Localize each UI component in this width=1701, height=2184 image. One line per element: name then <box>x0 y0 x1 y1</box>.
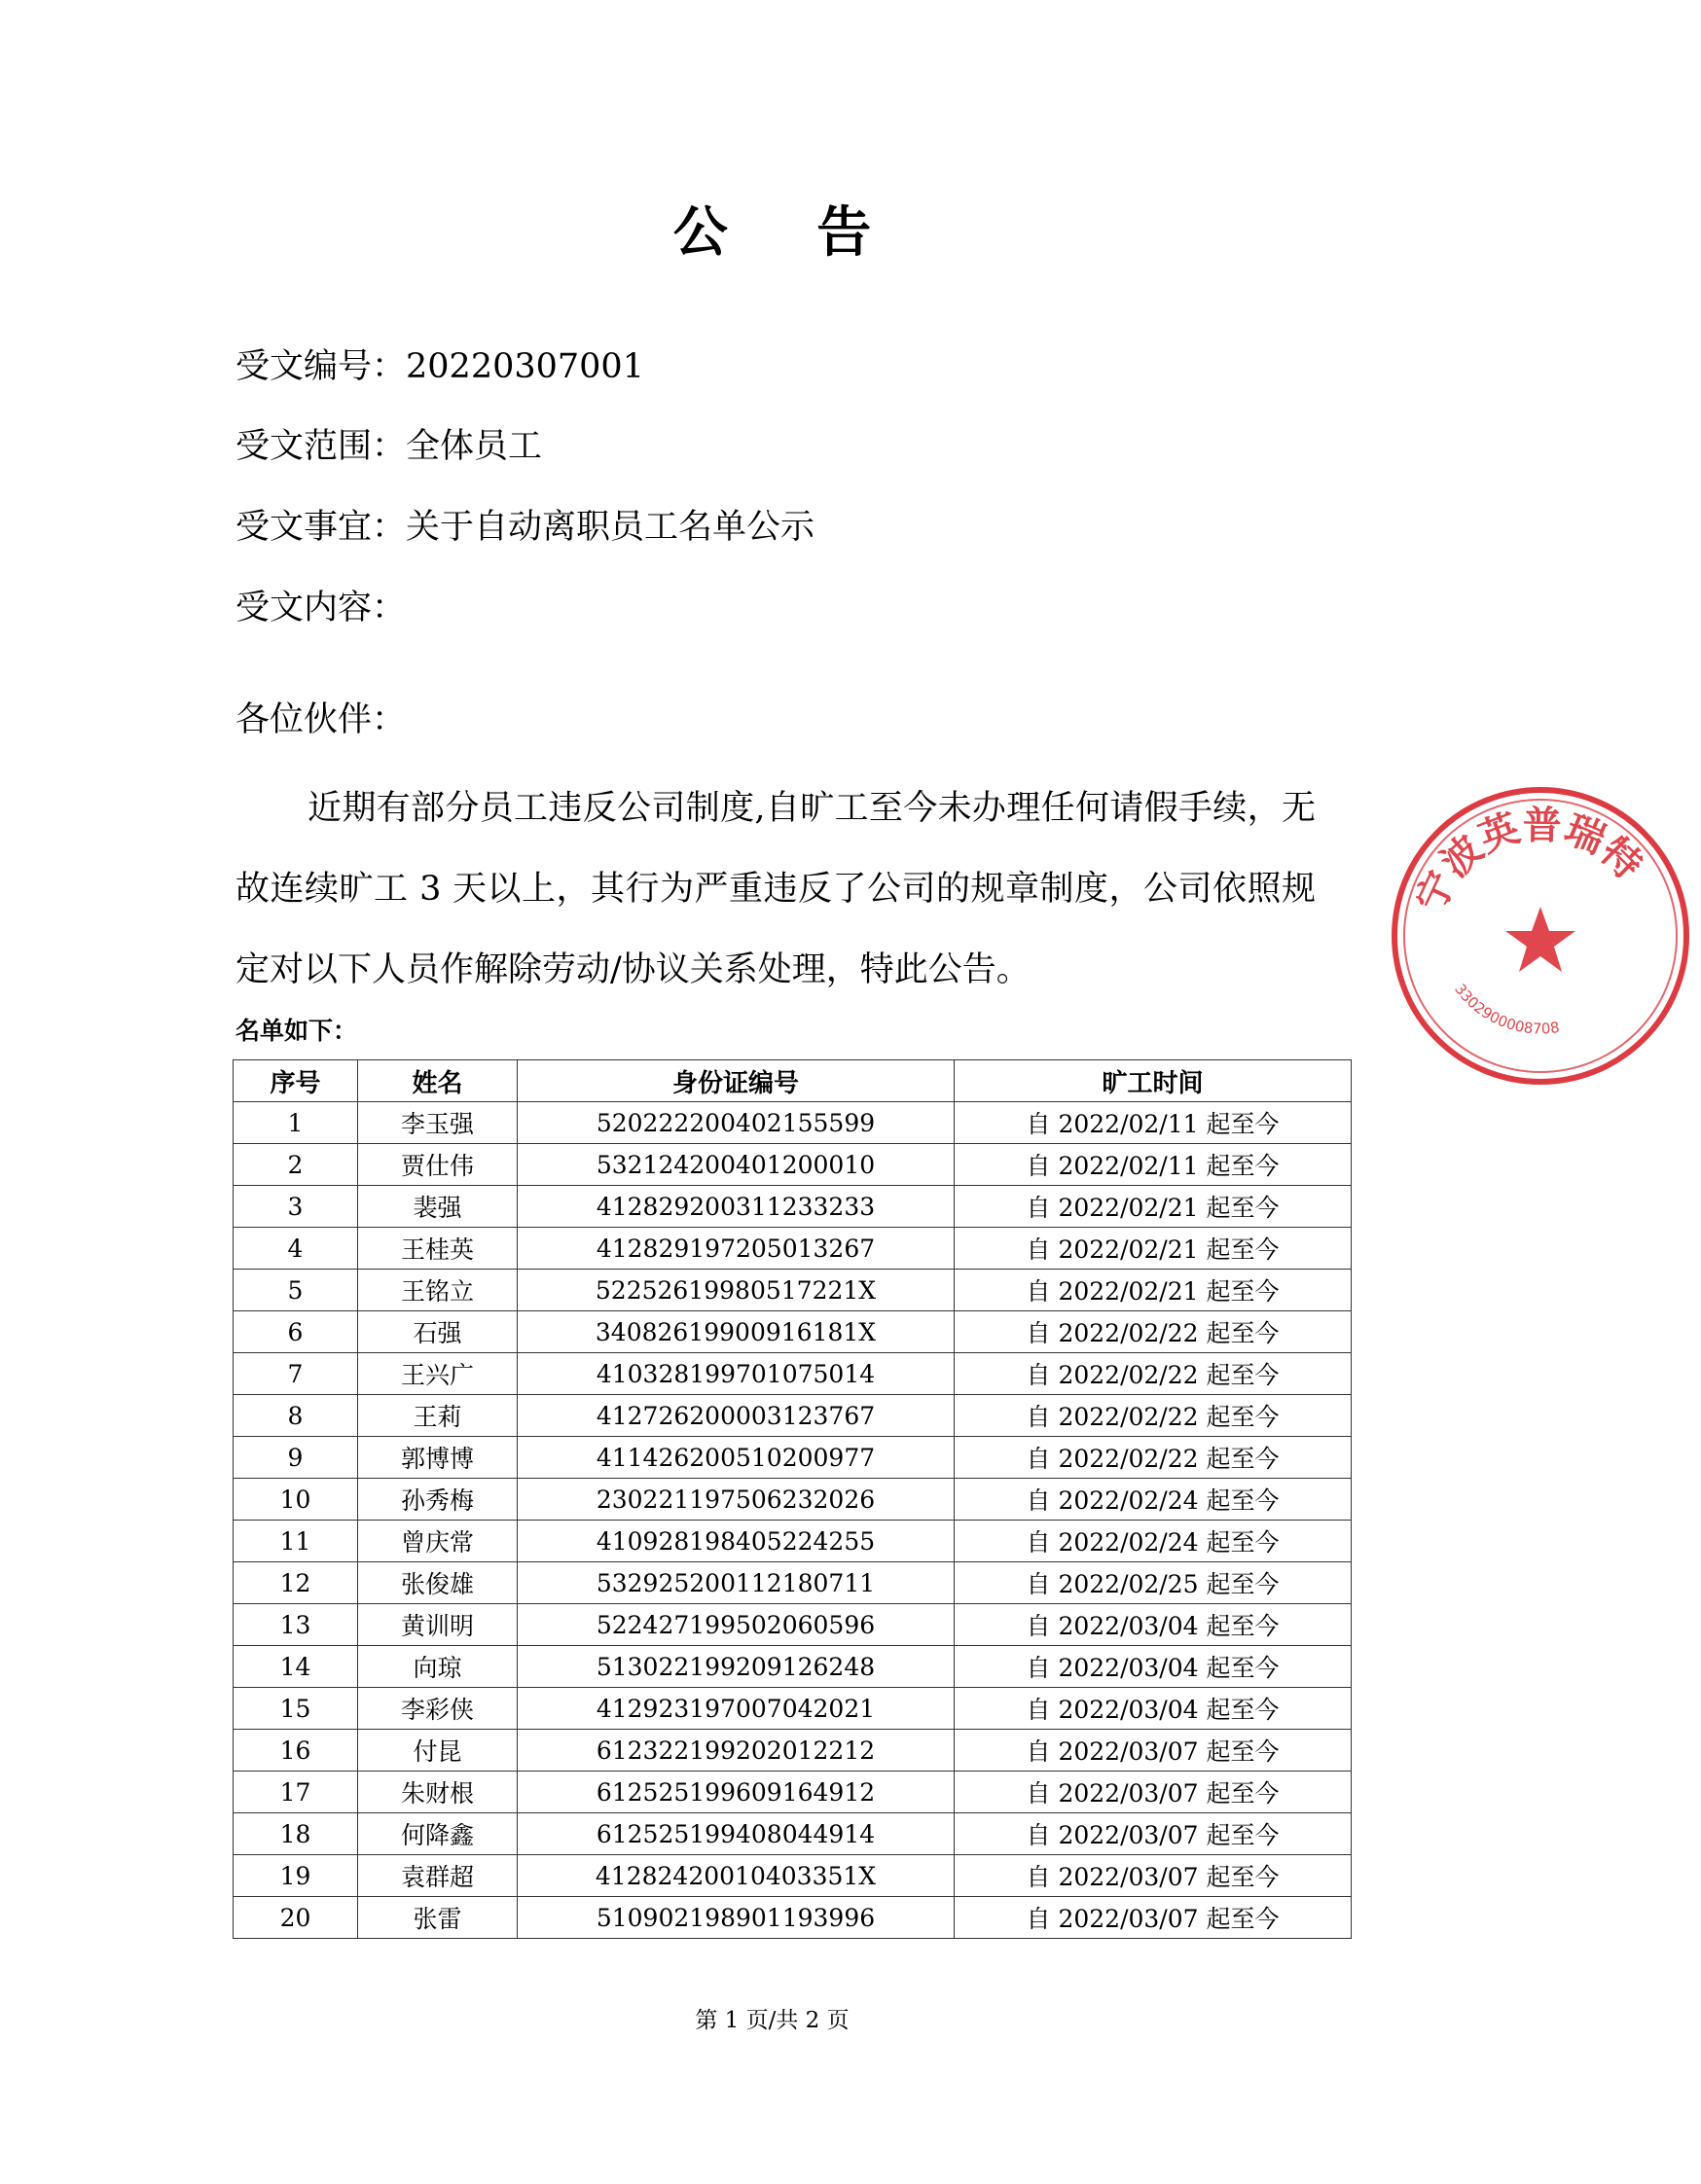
cell-id-number: 612525199408044914 <box>518 1813 955 1855</box>
cell-id-number: 410328199701075014 <box>518 1353 955 1395</box>
document-matter <box>235 506 814 549</box>
employee-table <box>233 1059 1352 1939</box>
cell-name: 向琼 <box>358 1646 518 1688</box>
header-id-number: 身份证编号 <box>518 1060 955 1102</box>
header-name: 姓名 <box>358 1060 518 1102</box>
table-row <box>234 1395 1352 1437</box>
table-row <box>234 1562 1352 1604</box>
cell-index: 12 <box>234 1562 358 1604</box>
cell-id-number: 41282420010403351X <box>518 1855 955 1897</box>
cell-index: 15 <box>234 1688 358 1730</box>
cell-absence-time: 自 2022/02/21 起至今 <box>955 1186 1352 1228</box>
cell-id-number: 52252619980517221X <box>518 1270 955 1311</box>
cell-index: 5 <box>234 1270 358 1311</box>
cell-name: 张俊雄 <box>358 1562 518 1604</box>
cell-absence-time: 自 2022/02/21 起至今 <box>955 1228 1352 1270</box>
page-footer: 第 1 页/共 2 页 <box>695 2008 850 2033</box>
document-content-label: 受文内容： <box>235 589 407 627</box>
cell-index: 17 <box>234 1772 358 1813</box>
cell-index: 18 <box>234 1813 358 1855</box>
header-absence-time: 旷工时间 <box>955 1060 1352 1102</box>
cell-index: 3 <box>234 1186 358 1228</box>
document-matter-value: 关于自动离职员工名单公示 <box>406 508 815 547</box>
cell-name: 石强 <box>358 1311 518 1353</box>
cell-name: 郭博博 <box>358 1437 518 1479</box>
cell-id-number: 612322199202012212 <box>518 1730 955 1772</box>
cell-id-number: 410928198405224255 <box>518 1521 955 1562</box>
header-index: 序号 <box>234 1060 358 1102</box>
table-row <box>234 1521 1352 1562</box>
cell-name: 李彩侠 <box>358 1688 518 1730</box>
cell-index: 4 <box>234 1228 358 1270</box>
cell-index: 19 <box>234 1855 358 1897</box>
document-number-label: 受文编号： <box>235 347 407 386</box>
table-row <box>234 1813 1352 1855</box>
cell-name: 张雷 <box>358 1897 518 1939</box>
cell-absence-time: 自 2022/02/24 起至今 <box>955 1521 1352 1562</box>
cell-absence-time: 自 2022/03/07 起至今 <box>955 1730 1352 1772</box>
cell-index: 20 <box>234 1897 358 1939</box>
cell-index: 7 <box>234 1353 358 1395</box>
cell-absence-time: 自 2022/02/24 起至今 <box>955 1479 1352 1521</box>
table-row <box>234 1772 1352 1813</box>
cell-name: 李玉强 <box>358 1102 518 1144</box>
cell-name: 朱财根 <box>358 1772 518 1813</box>
table-row <box>234 1855 1352 1897</box>
table-row <box>234 1688 1352 1730</box>
cell-absence-time: 自 2022/03/07 起至今 <box>955 1772 1352 1813</box>
cell-absence-time: 自 2022/03/07 起至今 <box>955 1813 1352 1855</box>
list-caption: 名单如下： <box>235 1017 358 1045</box>
document-matter-label: 受文事宜： <box>235 508 407 547</box>
cell-absence-time: 自 2022/02/11 起至今 <box>955 1144 1352 1186</box>
cell-absence-time: 自 2022/03/04 起至今 <box>955 1604 1352 1646</box>
cell-id-number: 513022199209126248 <box>518 1646 955 1688</box>
cell-absence-time: 自 2022/02/21 起至今 <box>955 1270 1352 1311</box>
cell-absence-time: 自 2022/02/22 起至今 <box>955 1437 1352 1479</box>
cell-id-number: 612525199609164912 <box>518 1772 955 1813</box>
table-body <box>234 1102 1352 1939</box>
cell-name: 何降鑫 <box>358 1813 518 1855</box>
cell-absence-time: 自 2022/03/07 起至今 <box>955 1897 1352 1939</box>
cell-name: 袁群超 <box>358 1855 518 1897</box>
table-row <box>234 1897 1352 1939</box>
table-row <box>234 1437 1352 1479</box>
cell-id-number: 230221197506232026 <box>518 1479 955 1521</box>
cell-index: 11 <box>234 1521 358 1562</box>
table-row <box>234 1479 1352 1521</box>
cell-id-number: 412726200003123767 <box>518 1395 955 1437</box>
cell-id-number: 411426200510200977 <box>518 1437 955 1479</box>
page-title: 公 告 <box>672 200 907 265</box>
cell-index: 6 <box>234 1311 358 1353</box>
document-scope <box>235 425 542 468</box>
cell-index: 2 <box>234 1144 358 1186</box>
cell-absence-time: 自 2022/02/22 起至今 <box>955 1353 1352 1395</box>
cell-index: 14 <box>234 1646 358 1688</box>
seal-code <box>1451 981 1561 1038</box>
cell-absence-time: 自 2022/02/22 起至今 <box>955 1395 1352 1437</box>
cell-index: 1 <box>234 1102 358 1144</box>
document-number-value: 20220307001 <box>406 347 644 386</box>
cell-absence-time: 自 2022/03/07 起至今 <box>955 1855 1352 1897</box>
greeting: 各位伙伴： <box>235 700 407 739</box>
cell-name: 孙秀梅 <box>358 1479 518 1521</box>
cell-index: 10 <box>234 1479 358 1521</box>
cell-absence-time: 自 2022/02/25 起至今 <box>955 1562 1352 1604</box>
table-header-row <box>234 1060 1352 1102</box>
table-row <box>234 1311 1352 1353</box>
document-number <box>235 345 644 388</box>
table-row <box>234 1730 1352 1772</box>
cell-id-number: 520222200402155599 <box>518 1102 955 1144</box>
cell-name: 王铭立 <box>358 1270 518 1311</box>
document-scope-value: 全体员工 <box>406 427 543 466</box>
cell-name: 王桂英 <box>358 1228 518 1270</box>
table-row <box>234 1228 1352 1270</box>
cell-id-number: 510902198901193996 <box>518 1897 955 1939</box>
announcement-body: 近期有部分员工违反公司制度,自旷工至今未办理任何请假手续，无故连续旷工 3 天以上，其行为严重违反了公司的规章制度，公司依照规定对以下人员作解除劳动/协议关系处理，特此公告。 <box>235 789 1316 989</box>
cell-id-number: 412829200311233233 <box>518 1186 955 1228</box>
seal-code-path: 3302900008708 <box>1451 980 1561 1038</box>
cell-index: 13 <box>234 1604 358 1646</box>
cell-id-number: 522427199502060596 <box>518 1604 955 1646</box>
cell-name: 王兴广 <box>358 1353 518 1395</box>
seal-text-path: 宁波英普瑞特 <box>1407 803 1651 919</box>
table-row <box>234 1353 1352 1395</box>
cell-index: 16 <box>234 1730 358 1772</box>
table-row <box>234 1144 1352 1186</box>
cell-index: 9 <box>234 1437 358 1479</box>
document-scope-label: 受文范围： <box>235 427 407 466</box>
table-row <box>234 1646 1352 1688</box>
cell-name: 裴强 <box>358 1186 518 1228</box>
cell-absence-time: 自 2022/02/22 起至今 <box>955 1311 1352 1353</box>
table-row <box>234 1270 1352 1311</box>
table-row <box>234 1604 1352 1646</box>
table-row <box>234 1102 1352 1144</box>
cell-id-number: 532925200112180711 <box>518 1562 955 1604</box>
cell-name: 黄训明 <box>358 1604 518 1646</box>
cell-index: 8 <box>234 1395 358 1437</box>
table-row <box>234 1186 1352 1228</box>
cell-id-number: 412923197007042021 <box>518 1688 955 1730</box>
document-content <box>235 587 406 629</box>
cell-id-number: 412829197205013267 <box>518 1228 955 1270</box>
company-seal <box>1380 775 1701 1096</box>
cell-id-number: 532124200401200010 <box>518 1144 955 1186</box>
cell-name: 付昆 <box>358 1730 518 1772</box>
cell-name: 王莉 <box>358 1395 518 1437</box>
cell-absence-time: 自 2022/03/04 起至今 <box>955 1688 1352 1730</box>
cell-absence-time: 自 2022/02/11 起至今 <box>955 1102 1352 1144</box>
cell-id-number: 34082619900916181X <box>518 1311 955 1353</box>
cell-name: 贾仕伟 <box>358 1144 518 1186</box>
cell-name: 曾庆常 <box>358 1521 518 1562</box>
cell-absence-time: 自 2022/03/04 起至今 <box>955 1646 1352 1688</box>
seal-star-icon <box>1505 907 1575 972</box>
